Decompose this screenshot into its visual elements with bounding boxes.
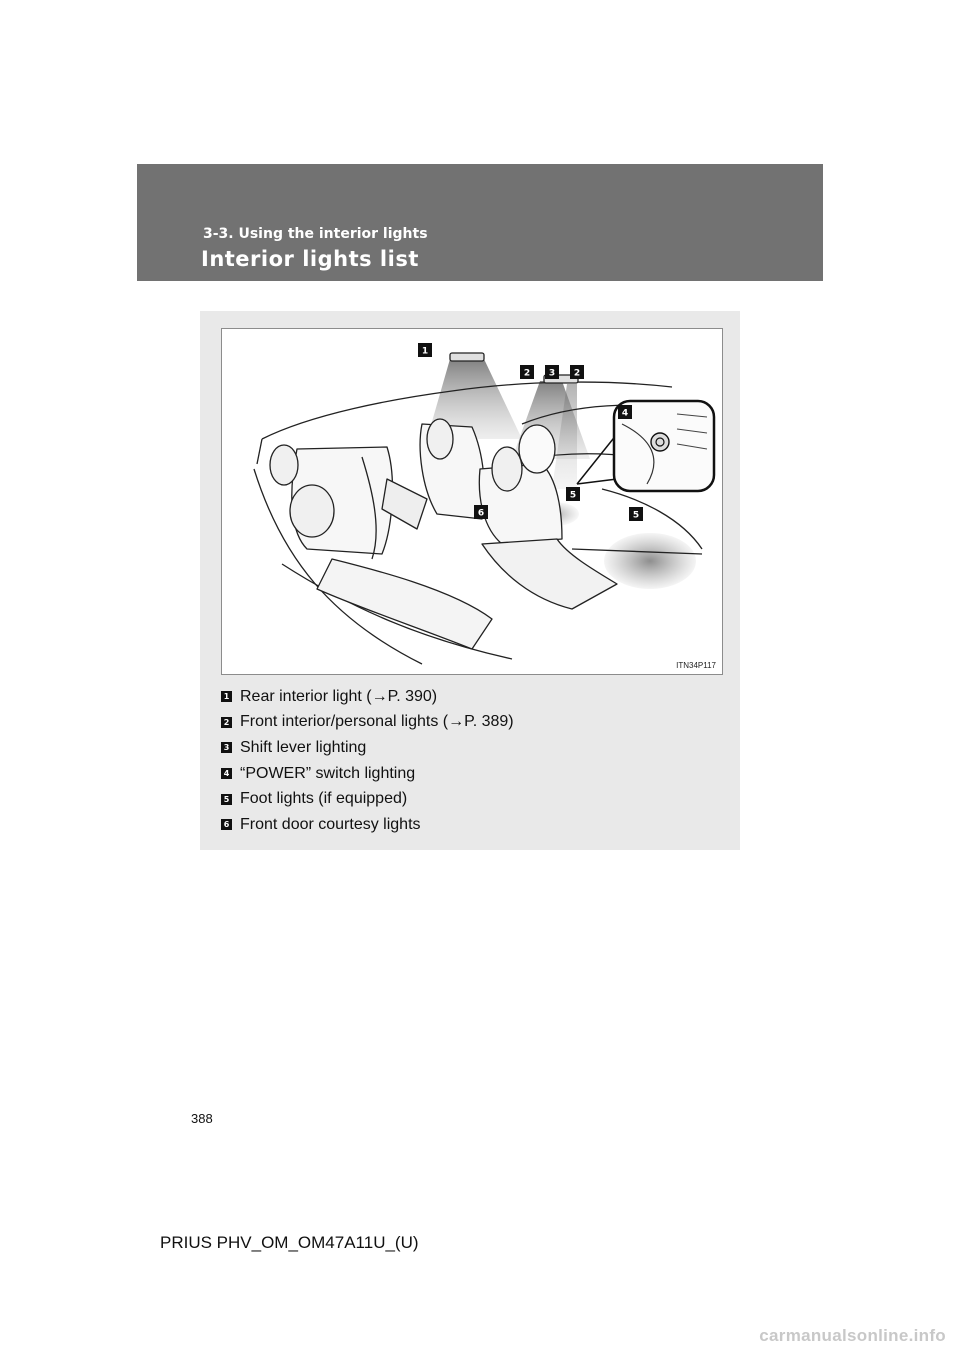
- legend-item: [221, 710, 721, 736]
- legend-item: [221, 761, 721, 787]
- legend-text: Front interior/personal lights (→P. 389): [240, 713, 514, 731]
- interior-illustration: [221, 328, 723, 675]
- info-panel: [200, 311, 740, 850]
- legend-text: Rear interior light (→P. 390): [240, 687, 438, 705]
- power-switch-inset: [577, 401, 714, 491]
- number-badge: 6: [221, 819, 232, 830]
- callout-6: 6: [477, 508, 485, 519]
- number-badge: 2: [221, 717, 232, 728]
- page-number: 388: [191, 1111, 213, 1126]
- callout-2a: 2: [523, 368, 531, 379]
- callout-3: 3: [548, 368, 556, 379]
- legend-item: [221, 684, 721, 710]
- legend-text: Front door courtesy lights: [240, 815, 421, 833]
- callout-5b: 5: [632, 510, 640, 521]
- callout-4: 4: [621, 408, 629, 419]
- number-badge: 4: [221, 768, 232, 779]
- legend-text: Foot lights (if equipped): [240, 790, 408, 808]
- number-badge: 3: [221, 742, 232, 753]
- watermark: carmanualsonline.info: [759, 1326, 946, 1345]
- page-title: Interior lights list: [201, 247, 419, 271]
- foot-light-pool: [604, 533, 696, 589]
- legend-list: [221, 684, 721, 838]
- callout-1: 1: [421, 346, 429, 357]
- legend-item: [221, 812, 721, 838]
- header-band: [137, 164, 823, 281]
- callout-5a: 5: [569, 490, 577, 501]
- legend-item: [221, 786, 721, 812]
- section-label: 3-3. Using the interior lights: [203, 226, 428, 242]
- number-badge: 5: [221, 794, 232, 805]
- legend-item: [221, 735, 721, 761]
- document-code: PRIUS PHV_OM_OM47A11U_(U): [160, 1233, 419, 1252]
- number-badge: 1: [221, 691, 232, 702]
- legend-text: Shift lever lighting: [240, 738, 367, 756]
- callout-2b: 2: [573, 368, 581, 379]
- legend-text: “POWER” switch lighting: [240, 764, 416, 782]
- figure-code: ITN34P117: [676, 661, 716, 670]
- car-interior-drawing: [222, 329, 722, 674]
